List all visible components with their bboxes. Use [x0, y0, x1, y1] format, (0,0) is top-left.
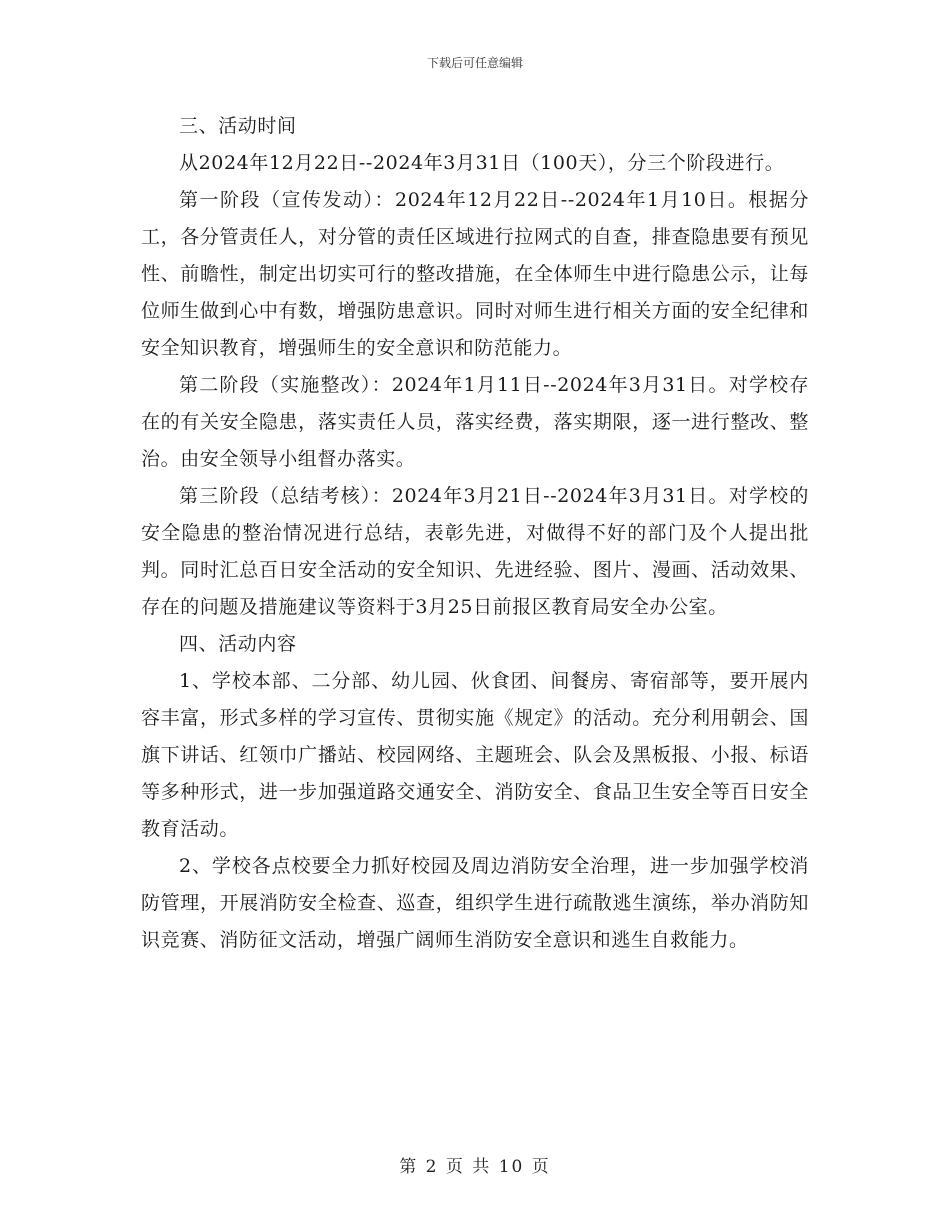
paragraph-content-item-2: 2、学校各点校要全力抓好校园及周边消防安全治理，进一步加强学校消防管理，开展消防安全检查、巡查，组织学生进行疏散逃生演练，举办消防知识竞赛、消防征文活动，增强广阔师生消防安全意识和逃生自救能力。 — [141, 855, 809, 951]
paragraph-phase-three: 第三阶段（总结考核）：2024年3月21日--2024年3月31日。对学校的安全隐患的整治情况进行总结，表彰先进，对做得不好的部门及个人提出批判。同时汇总百日安全活动的安全知识、先进经验、图片、漫画、活动效果、存在的问题及措施建议等资料于3月25日前报区教育局安全办公室。 — [141, 485, 809, 618]
paragraph-content-item-1: 1、学校本部、二分部、幼儿园、伙食团、间餐房、寄宿部等，要开展内容丰富，形式多样的学习宣传、贯彻实施《规定》的活动。充分利用朝会、国旗下讲话、红领巾广播站、校园网络、主题班会、队会及黑板报、小报、标语等多种形式，进一步加强道路交通安全、消防安全、食品卫生安全等百日安全教育活动。 — [141, 670, 809, 840]
section-heading-activity-time: 三、活动时间 — [179, 115, 297, 137]
paragraph-phase-one: 第一阶段（宣传发动）：2024年12月22日--2024年1月10日。根据分工，各分管责任人，对分管的责任区域进行拉网式的自查，排查隐患要有预见性、前瞻性，制定出切实可行的整改措施，在全体师生中进行隐患公示，让每位师生做到心中有数，增强防患意识。同时对师生进行相关方面的安全纪律和安全知识教育，增强师生的安全意识和防范能力。 — [141, 189, 809, 359]
document-body — [141, 108, 809, 959]
header-note: 下载后可任意编辑 — [426, 56, 523, 70]
section-heading-activity-content: 四、活动内容 — [179, 633, 297, 655]
paragraph-time-range: 从2024年12月22日--2024年3月31日（100天），分三个阶段进行。 — [179, 152, 785, 174]
page-number-footer: 第 2 页 共 10 页 — [399, 1157, 551, 1177]
paragraph-phase-two: 第二阶段（实施整改）：2024年1月11日--2024年3月31日。对学校存在的有关安全隐患，落实责任人员，落实经费，落实期限，逐一进行整改、整治。由安全领导小组督办落实。 — [141, 374, 809, 470]
